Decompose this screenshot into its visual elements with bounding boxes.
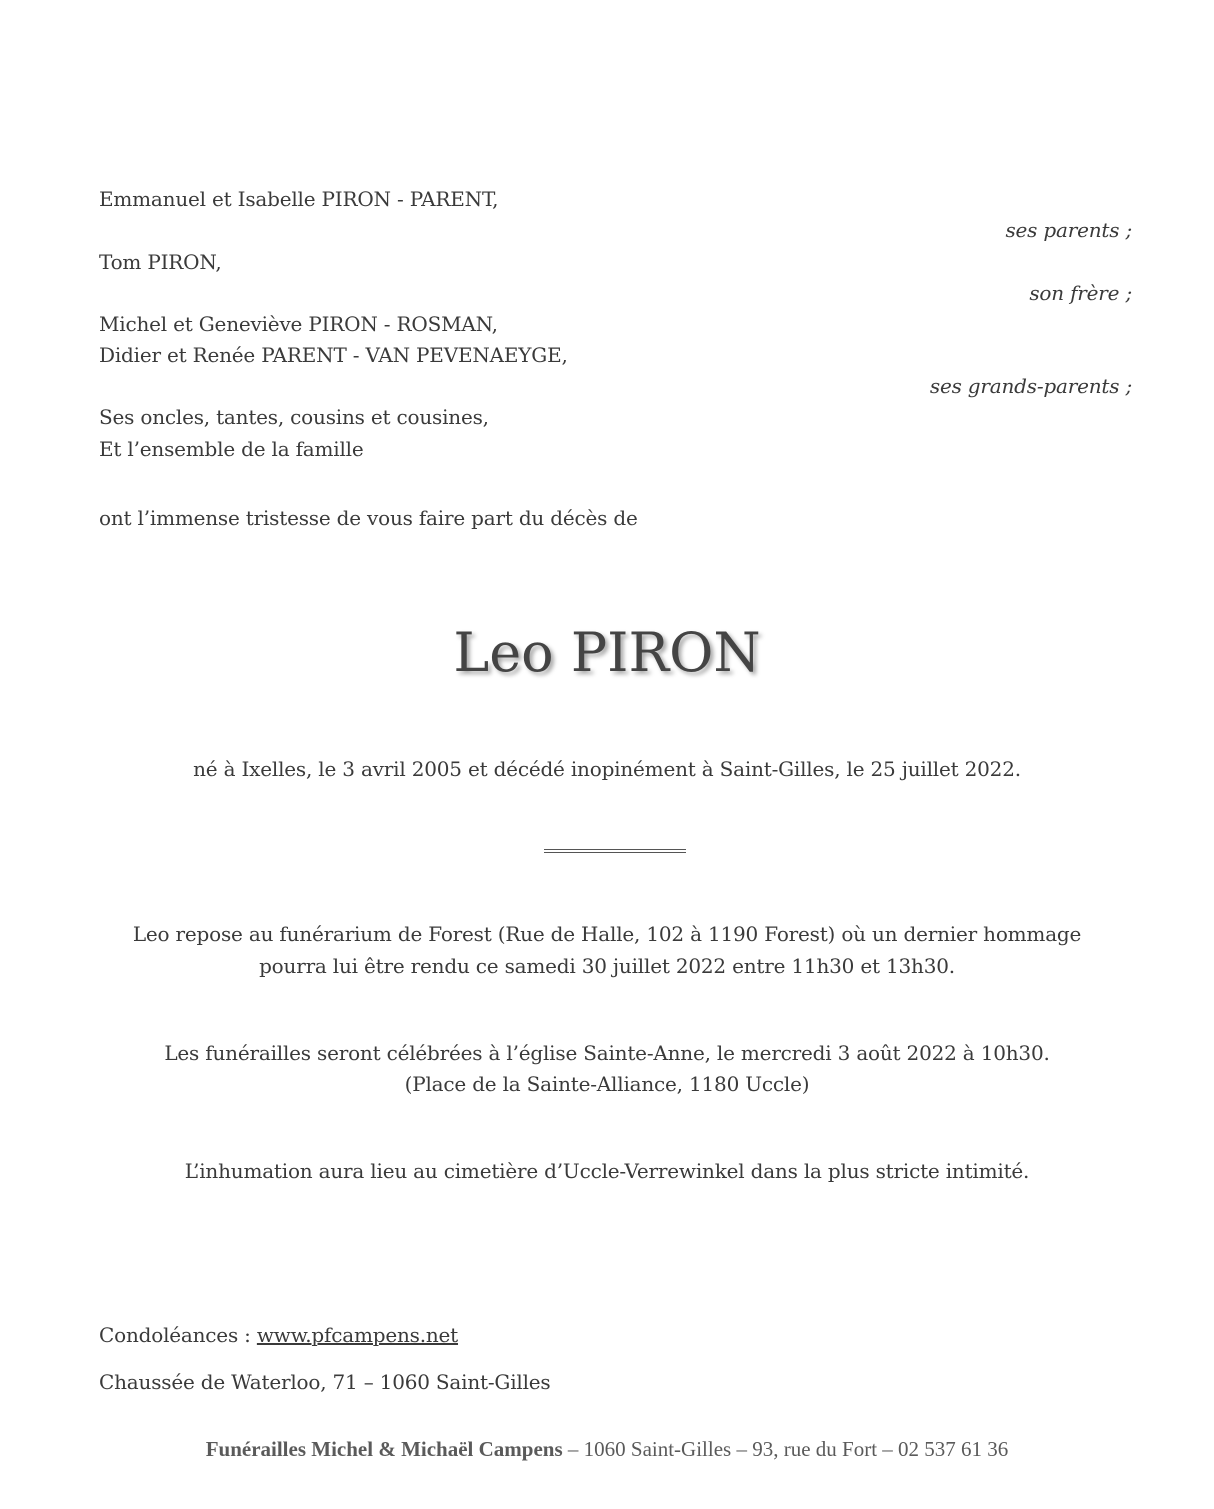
double-line-divider	[544, 849, 686, 853]
footer-company: Funérailles Michel & Michaël Campens	[205, 1437, 563, 1461]
visitation-line-2: pourra lui être rendu ce samedi 30 juillet 2022 entre 11h30 et 13h30.	[259, 954, 955, 978]
deceased-name: Leo PIRON	[453, 621, 761, 684]
funeral-line-2: (Place de la Sainte-Alliance, 1180 Uccle)	[404, 1072, 810, 1096]
visitation-line-1: Leo repose au funérarium de Forest (Rue de Halle, 102 à 1190 Forest) où un dernier hommage	[132, 922, 1082, 946]
burial-text: L’inhumation aura lieu au cimetière d’Uccle-Verrewinkel dans la plus stricte intimité.	[184, 1159, 1030, 1183]
grandparents-role: ses grands-parents ;	[929, 374, 1132, 398]
parents-role: ses parents ;	[1005, 218, 1132, 242]
brother-name: Tom PIRON,	[99, 250, 222, 274]
birth-death-dates: né à Ixelles, le 3 avril 2005 et décédé inopinément à Saint-Gilles, le 25 juillet 2022.	[193, 757, 1021, 781]
condolences-link[interactable]: www.pfcampens.net	[256, 1323, 459, 1347]
funeral-line-1: Les funérailles seront célébrées à l’église Sainte-Anne, le mercredi 3 août 2022 à 10h30.	[164, 1041, 1050, 1065]
footer	[0, 1436, 1214, 1462]
extended-family-line-1: Ses oncles, tantes, cousins et cousines,	[99, 405, 489, 429]
extended-family-line-2: Et l’ensemble de la famille	[99, 437, 364, 461]
grandparents-line-1: Michel et Geneviève PIRON - ROSMAN,	[99, 312, 498, 336]
funeral-home-address: Chaussée de Waterloo, 71 – 1060 Saint-Gilles	[99, 1370, 551, 1394]
condolences-label: Condoléances :	[99, 1323, 257, 1347]
condolences	[99, 1323, 458, 1347]
grandparents-line-2: Didier et Renée PARENT - VAN PEVENAEYGE,	[99, 343, 568, 367]
footer-details: – 1060 Saint-Gilles – 93, rue du Fort – 02 537 61 36	[562, 1437, 1009, 1461]
announcement-text: ont l’immense tristesse de vous faire part du décès de	[99, 506, 638, 530]
parents-names: Emmanuel et Isabelle PIRON - PARENT,	[99, 187, 499, 211]
brother-role: son frère ;	[1029, 281, 1132, 305]
